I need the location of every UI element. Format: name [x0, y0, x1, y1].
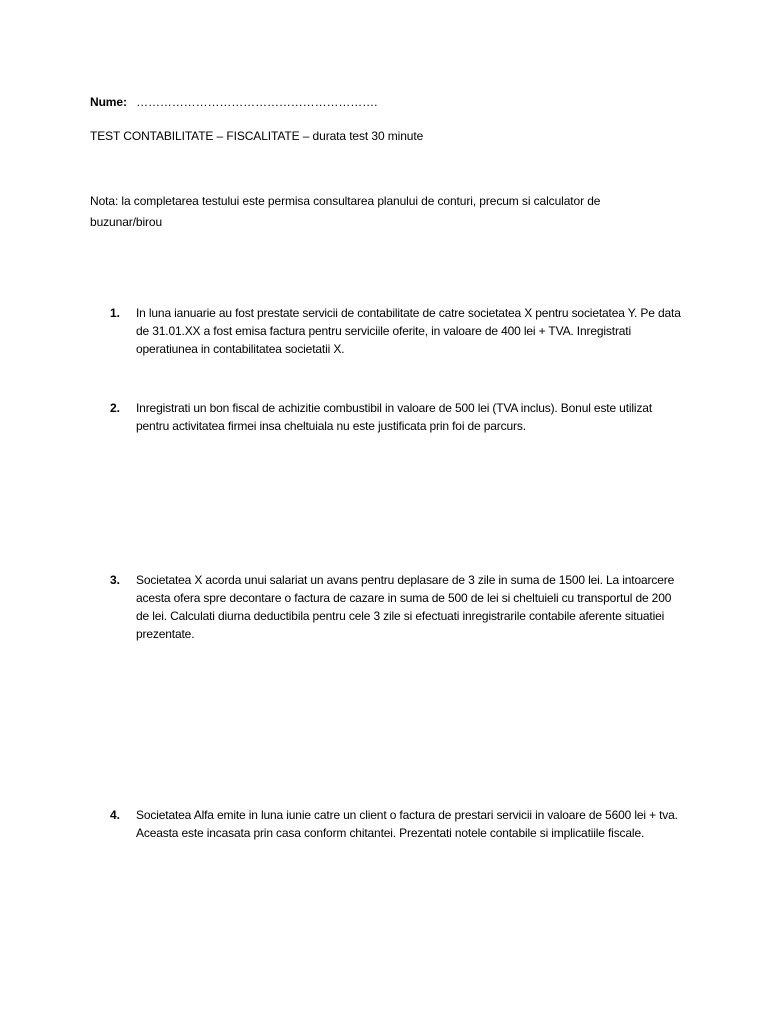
name-label: Nume: [90, 95, 127, 109]
question-number: 2. [110, 401, 121, 415]
name-field-line [90, 92, 377, 112]
name-blank: ……………………………………………………. [136, 95, 378, 109]
test-note: Nota: la completarea testului este permisa consultarea planului de conturi, precum si calculator de buzunar/birou [90, 194, 601, 229]
question-number: 4. [110, 808, 121, 822]
question-number: 3. [110, 573, 121, 587]
question-text: In luna ianuarie au fost prestate servicii de contabilitate de catre societatea X pentru societatea Y. Pe data de 31.01.XX a fost emisa factura pentru serviciile oferite, in valoare de 400 lei + TVA. Inregistrati operatiunea in contabilitatea societatii X. [136, 306, 681, 356]
question-text: Inregistrati un bon fiscal de achizitie combustibil in valoare de 500 lei (TVA inclus). Bonul este utilizat pentru activitatea firmei insa cheltuiala nu este justificata prin foi de parcurs. [136, 401, 652, 433]
test-title: TEST CONTABILITATE – FISCALITATE – durata test 30 minute [90, 129, 424, 143]
question-text: Societatea X acorda unui salariat un avans pentru deplasare de 3 zile in suma de 1500 lei. La intoarcere acesta ofera spre decontare o factura de cazare in suma de 500 de lei si cheltuieli cu transportul de 200 de lei. Calculati diurna deductibila pentru cele 3 zile si efectuati inregistrarile contabile aferente situatiei prezentate. [136, 573, 675, 641]
question-text: Societatea Alfa emite in luna iunie catre un client o factura de prestari servicii in valoare de 5600 lei + tva. Aceasta este incasata prin casa conform chitantei. Prezentati notele contabile si implicatiile fiscale. [136, 808, 678, 840]
question-number: 1. [110, 306, 121, 320]
